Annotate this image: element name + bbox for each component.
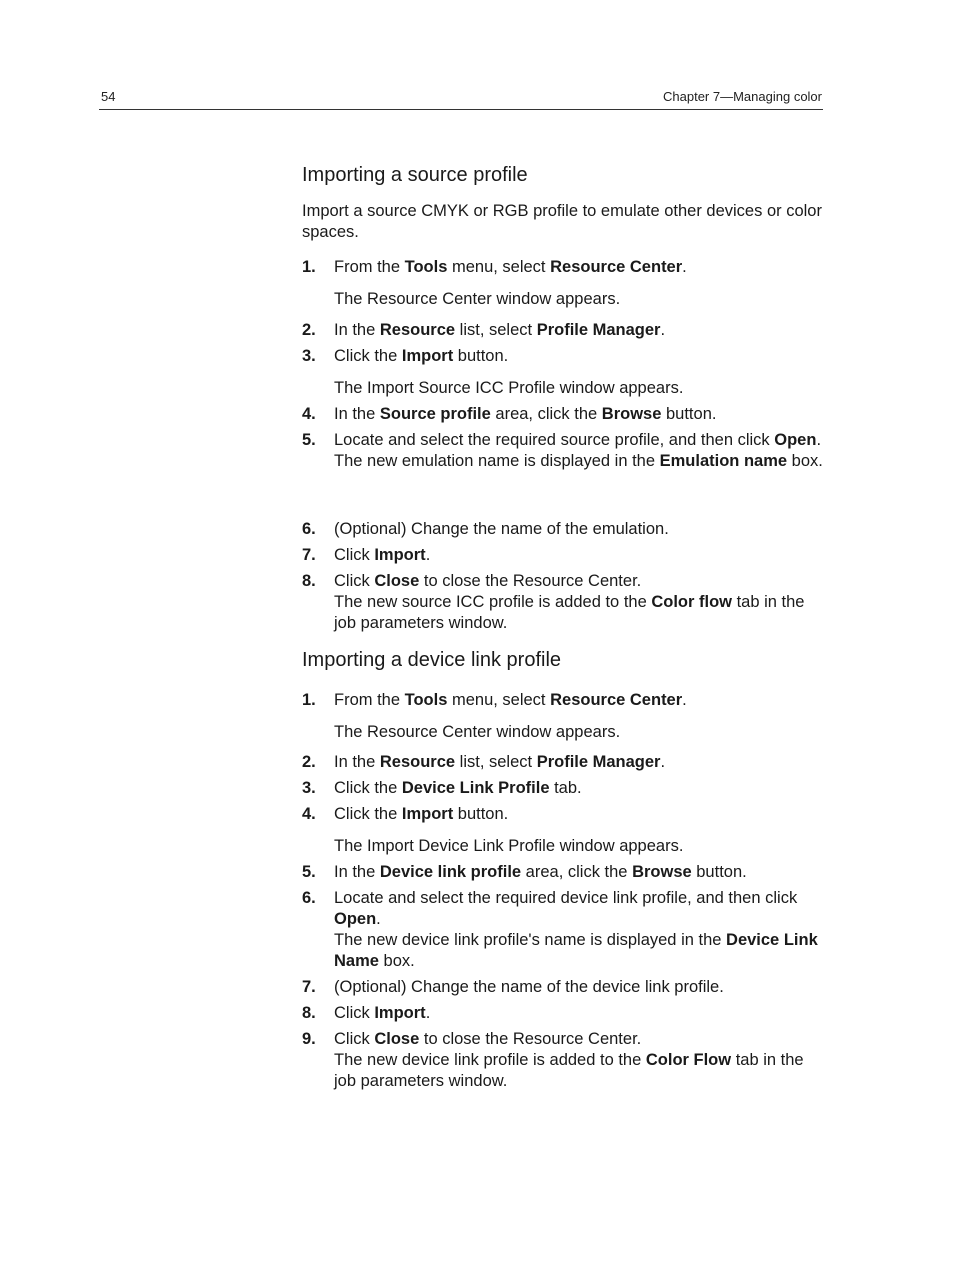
step-note: The Resource Center window appears. <box>334 723 621 741</box>
chapter-title: Chapter 7—Managing color <box>663 89 822 104</box>
step-text: Click Close to close the Resource Center. The new device link profile is added to the Color Flow tab in the job parameters window. <box>334 1030 804 1090</box>
step-number: 8. <box>302 572 316 590</box>
section-heading-device-link-profile: Importing a device link profile <box>302 649 562 671</box>
step-text: In the Device link profile area, click the Browse button. <box>334 863 747 881</box>
step-text: Click Close to close the Resource Center. The new source ICC profile is added to the Color flow tab in the job parameters window. <box>334 572 805 632</box>
step-number: 8. <box>302 1004 316 1022</box>
step-text: (Optional) Change the name of the device link profile. <box>334 978 724 996</box>
step-number: 3. <box>302 347 316 365</box>
step-number: 6. <box>302 889 316 907</box>
step-text: In the Resource list, select Profile Manager. <box>334 321 666 339</box>
step-number: 4. <box>302 405 316 423</box>
step-text: Click the Import button. <box>334 805 509 823</box>
step-7 <box>302 545 827 566</box>
step-text: From the Tools menu, select Resource Center. <box>334 258 687 276</box>
section-intro: Import a source CMYK or RGB profile to emulate other devices or color spaces. <box>302 202 822 241</box>
step-text: Click the Device Link Profile tab. <box>334 779 582 797</box>
step-number: 4. <box>302 805 316 823</box>
step-text: (Optional) Change the name of the emulation. <box>334 520 669 538</box>
step-note: The Import Source ICC Profile window appears. <box>334 379 684 397</box>
step-number: 1. <box>302 258 316 276</box>
step-text: Click the Import button. <box>334 347 509 365</box>
step-6 <box>302 519 827 540</box>
section-heading-source-profile: Importing a source profile <box>302 164 528 186</box>
step-number: 7. <box>302 546 316 564</box>
step-3 <box>302 346 827 367</box>
step-8 <box>302 571 827 634</box>
step-text: Click Import. <box>334 1004 431 1022</box>
step-number: 2. <box>302 321 316 339</box>
step-number: 1. <box>302 691 316 709</box>
step-number: 5. <box>302 863 316 881</box>
step-4 <box>302 804 827 825</box>
step-text: Locate and select the required device link profile, and then click Open. The new device link profile's name is displayed in the Device Link Name box. <box>334 889 818 970</box>
step-number: 2. <box>302 753 316 771</box>
step-1 <box>302 690 827 711</box>
step-9 <box>302 1029 827 1092</box>
step-3 <box>302 778 827 799</box>
step-8 <box>302 1003 827 1024</box>
step-2 <box>302 320 827 341</box>
step-note: The Import Device Link Profile window appears. <box>334 837 684 855</box>
step-6 <box>302 888 827 972</box>
step-4 <box>302 404 827 425</box>
step-7 <box>302 977 827 998</box>
step-text: In the Source profile area, click the Browse button. <box>334 405 717 423</box>
step-note: The Resource Center window appears. <box>334 290 621 308</box>
step-number: 3. <box>302 779 316 797</box>
step-1 <box>302 257 827 278</box>
step-text: From the Tools menu, select Resource Center. <box>334 691 687 709</box>
step-2 <box>302 752 827 773</box>
step-number: 7. <box>302 978 316 996</box>
step-number: 9. <box>302 1030 316 1048</box>
step-5 <box>302 430 827 472</box>
step-text: Click Import. <box>334 546 431 564</box>
step-number: 5. <box>302 431 316 449</box>
step-5 <box>302 862 827 883</box>
page-number: 54 <box>101 89 116 104</box>
step-number: 6. <box>302 520 316 538</box>
step-text: In the Resource list, select Profile Manager. <box>334 753 666 771</box>
step-text: Locate and select the required source profile, and then click Open. The new emulation name is displayed in the Emulation name box. <box>334 431 823 470</box>
header-rule <box>99 109 823 110</box>
